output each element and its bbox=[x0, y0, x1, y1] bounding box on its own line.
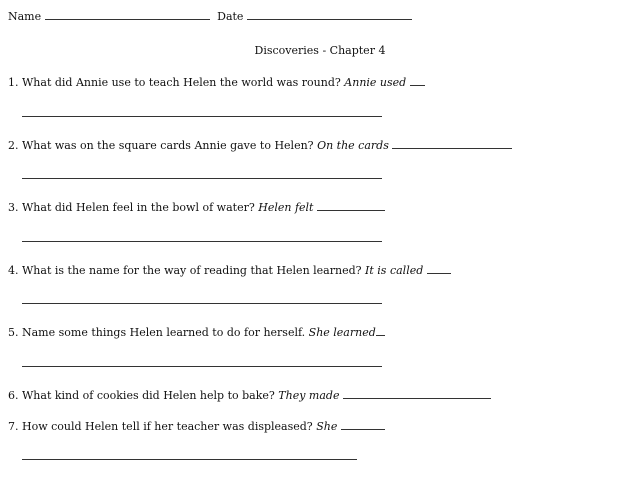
question-text: What is the name for the way of reading that Helen learned? bbox=[22, 264, 362, 277]
answer-line-7[interactable] bbox=[22, 459, 357, 460]
answer-starter: She learned bbox=[308, 326, 376, 339]
question-4 bbox=[8, 262, 451, 278]
question-text: What did Annie use to teach Helen the world was round? bbox=[22, 76, 341, 89]
answer-blank[interactable] bbox=[317, 199, 385, 211]
answer-blank[interactable] bbox=[392, 137, 512, 149]
question-5 bbox=[8, 324, 385, 340]
question-number: 7. bbox=[8, 420, 19, 433]
question-number: 4. bbox=[8, 264, 19, 277]
question-number: 3. bbox=[8, 201, 19, 214]
answer-line-1[interactable] bbox=[22, 116, 382, 117]
answer-line-4[interactable] bbox=[22, 303, 382, 304]
question-text: What did Helen feel in the bowl of water? bbox=[22, 201, 255, 214]
answer-blank[interactable] bbox=[343, 387, 491, 399]
question-3 bbox=[8, 199, 385, 215]
question-2 bbox=[8, 137, 512, 153]
answer-line-3[interactable] bbox=[22, 241, 382, 242]
question-number: 6. bbox=[8, 389, 19, 402]
answer-line-2[interactable] bbox=[22, 178, 382, 179]
name-field[interactable] bbox=[45, 8, 210, 20]
answer-blank[interactable] bbox=[341, 418, 385, 430]
question-number: 2. bbox=[8, 139, 19, 152]
question-number: 5. bbox=[8, 326, 19, 339]
question-text: What kind of cookies did Helen help to bake? bbox=[22, 389, 275, 402]
question-number: 1. bbox=[8, 76, 19, 89]
question-7 bbox=[8, 418, 385, 434]
page-title: Discoveries - Chapter 4 bbox=[254, 44, 386, 57]
answer-starter: On the cards bbox=[317, 139, 389, 152]
answer-starter: It is called bbox=[365, 264, 424, 277]
question-1 bbox=[8, 74, 425, 90]
header-row bbox=[8, 8, 412, 24]
question-text: How could Helen tell if her teacher was displeased? bbox=[22, 420, 313, 433]
question-text: What was on the square cards Annie gave to Helen? bbox=[22, 139, 314, 152]
answer-starter: They made bbox=[278, 389, 340, 402]
date-field[interactable] bbox=[247, 8, 412, 20]
answer-blank[interactable] bbox=[410, 74, 425, 86]
answer-starter: Helen felt bbox=[258, 201, 314, 214]
question-text: Name some things Helen learned to do for herself. bbox=[22, 326, 306, 339]
answer-line-5[interactable] bbox=[22, 366, 382, 367]
answer-starter: She bbox=[316, 420, 338, 433]
answer-blank[interactable] bbox=[376, 324, 385, 336]
name-label: Name bbox=[8, 10, 42, 23]
answer-blank[interactable] bbox=[427, 262, 451, 274]
question-6 bbox=[8, 387, 491, 403]
date-label: Date bbox=[217, 10, 244, 23]
answer-starter: Annie used bbox=[344, 76, 407, 89]
